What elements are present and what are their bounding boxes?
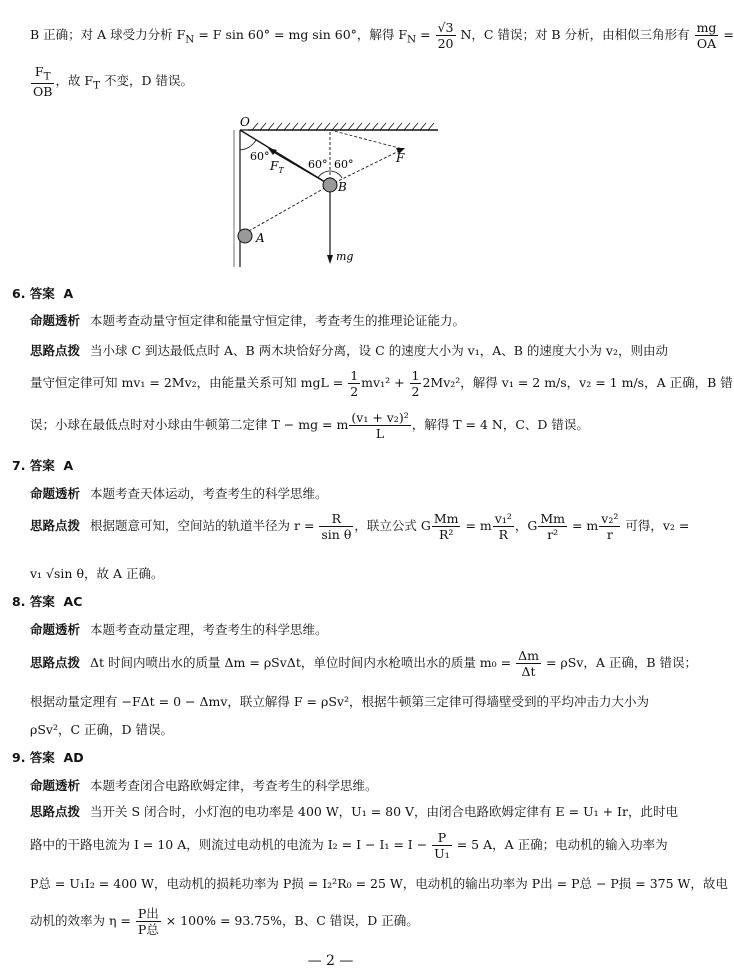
q8-answer: 8. 答案 AC (12, 594, 83, 609)
ball-A (238, 229, 252, 243)
q8-line-1: 命题透析 本题考查动量定理，考查考生的科学思维。 (30, 622, 328, 637)
force-diagram (228, 112, 443, 272)
q7-line-1: 命题透析 本题考查天体运动，考查考生的科学思维。 (30, 486, 328, 501)
ball-B (323, 178, 337, 192)
q7-line-3: v₁ √sin θ，故 A 正确。 (30, 566, 164, 581)
q6-line-2: 思路点拨 当小球 C 到达最低点时 A、B 两木块恰好分离，设 C 的速度大小为 v₁，A、B 的速度大小为 v₂，则由动 (30, 343, 668, 358)
label-FT: $F_T$ (270, 159, 284, 175)
q6-line-3: 量守恒定律可知 mv₁ = 2Mv₂，由能量关系可知 mgL = $\frac{1}{2}$ mv₁² + $\frac{1}{2}$ 2Mv₂²，解得 v₁ = 2 m/s，v₂ = 1 m/s，A 正确，B 错 (30, 368, 733, 399)
label-B: B (338, 180, 347, 194)
q7-answer: 7. 答案 A (12, 458, 74, 473)
string-AB (240, 185, 330, 236)
angle-left: 60° (250, 150, 270, 163)
intro-line-1: B 正确；对 A 球受力分析 $F_N = F$ sin 60° = mg sin 60°，解得 $F_N$ = $\frac{√3}{20}$ N，C 错误；对 B 分析，由相似三角形有 $\frac{mg}{OA}$ = (30, 20, 734, 51)
q6-answer: 6. 答案 A (12, 286, 74, 301)
q9-answer: 9. 答案 AD (12, 750, 84, 765)
label-A: A (256, 231, 265, 245)
q9-line-4: P总 = U₁I₂ = 400 W，电动机的损耗功率为 P损 = I₂²R₀ = 25 W，电动机的输出功率为 P出 = P总 − P损 = 375 W，故电 (30, 876, 728, 891)
fraction: $\frac{mg}{OA}$ (696, 20, 717, 51)
label-mg: mg (336, 250, 354, 263)
fraction: $\frac{F_T}{OB}$ (33, 64, 53, 99)
q6-line-4: 误；小球在最低点时对小球由牛顿第二定律 T − mg = m $\frac{\text{(v₁ + v₂)²}}{L}$ ，解得 T = 4 N，C、D 错误。 (30, 410, 589, 441)
angle-mid2: 60° (334, 158, 354, 171)
q8-line-3: 根据动量定理有 −FΔt = 0 − Δmv，联立解得 F = ρSv²，根据牛顿第三定律可得墙壁受到的平均冲击力大小为 (30, 694, 649, 709)
q6-line-1: 命题透析 本题考查动量守恒定律和能量守恒定律，考查考生的推理论证能力。 (30, 313, 466, 328)
label-F: F (396, 151, 405, 165)
q9-line-1: 命题透析 本题考查闭合电路欧姆定律，考查考生的科学思维。 (30, 778, 378, 793)
q9-line-5: 动机的效率为 η = $\frac{\text{P出}}{\text{P总}}$ × 100% = 93.75%，B、C 错误，D 正确。 (30, 906, 419, 937)
q8-line-2: 思路点拨 Δt 时间内喷出水的质量 Δm = ρSvΔt，单位时间内水枪喷出水的质量 m₀ = $\frac{\Delta m}{\Delta t}$ = ρSv，A 正确，B 错误； (30, 648, 698, 679)
ceiling-hatching (252, 123, 434, 130)
q7-line-2: 思路点拨 根据题意可知，空间站的轨道半径为 r = $\frac{R}{\text{sin θ}}$ ，联立公式 G $\frac{Mm}{\text{R²}}$ = m $\frac{\text{v₁²}}{R}$ ，G $\frac{Mm}{\text{r²}}$ = m $\frac{\text{v₂²}}{r}$ 可得，v₂ = (30, 511, 690, 542)
angle-mid1: 60° (308, 158, 328, 171)
q9-line-2: 思路点拨 当开关 S 闭合时，小灯泡的电功率是 400 W，U₁ = 80 V，由闭合电路欧姆定律有 E = U₁ + Ir，此时电 (30, 804, 678, 819)
intro-line-2: $\frac{F_T}{OB}$ ，故 $F_T$ 不变，D 错误。 (33, 64, 194, 99)
label-O: O (240, 115, 250, 129)
q9-line-3: 路中的干路电流为 I = 10 A，则流过电动机的电流为 I₂ = I − I₁ = I − $\frac{P}{\text{U₁}}$ = 5 A，A 正确；电动机的输入功率为 (30, 830, 668, 861)
fraction: $\frac{√3}{20}$ (437, 20, 454, 51)
q8-line-4: ρSv²，C 正确，D 错误。 (30, 722, 174, 737)
page-number: — 2 — (307, 953, 354, 969)
